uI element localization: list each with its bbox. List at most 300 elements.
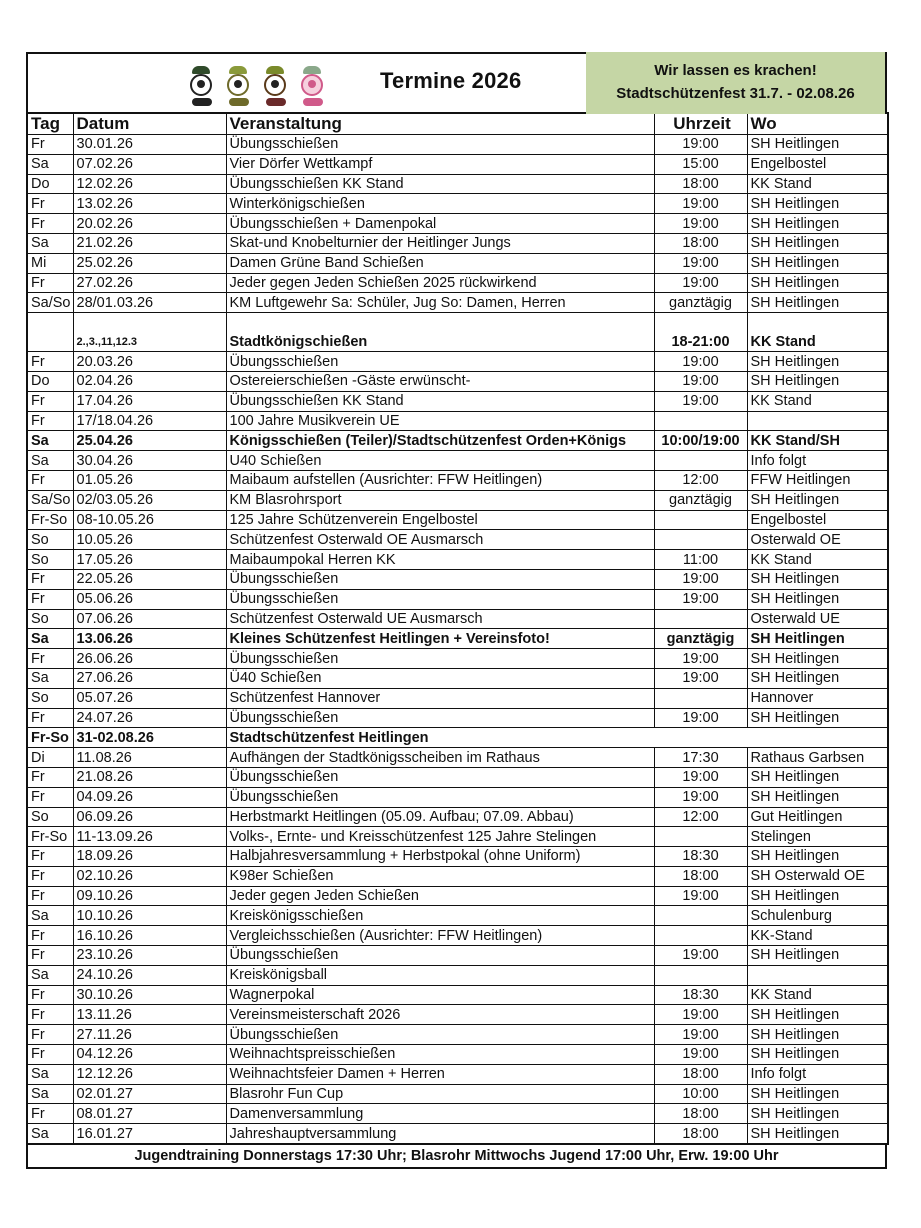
cell-wo: Rathaus Garbsen [747, 748, 888, 768]
cell-uhrzeit: 19:00 [654, 253, 747, 273]
cell-veranstaltung: Ostereierschießen -Gäste erwünscht- [226, 371, 654, 391]
col-header-wo: Wo [747, 113, 888, 135]
table-row [27, 411, 888, 431]
cell-datum: 05.07.26 [73, 688, 226, 708]
cell-tag: Fr [27, 1025, 73, 1045]
cell-wo: SH Osterwald OE [747, 866, 888, 886]
cell-uhrzeit: 18:00 [654, 1104, 747, 1124]
cell-wo: SH Heitlingen [747, 629, 888, 649]
table-row [27, 293, 888, 313]
cell-uhrzeit: 12:00 [654, 470, 747, 490]
cell-veranstaltung: Kleines Schützenfest Heitlingen + Vereinsfoto! [226, 629, 654, 649]
cell-datum: 17/18.04.26 [73, 411, 226, 431]
cell-veranstaltung: Schützenfest Osterwald OE Ausmarsch [226, 530, 654, 550]
cell-datum: 17.05.26 [73, 550, 226, 570]
table-row [27, 609, 888, 629]
cell-datum: 02.04.26 [73, 371, 226, 391]
cell-uhrzeit [654, 965, 747, 985]
cell-veranstaltung: Vereinsmeisterschaft 2026 [226, 1005, 654, 1025]
cell-veranstaltung: Übungsschießen [226, 135, 654, 155]
cell-uhrzeit: 19:00 [654, 1025, 747, 1045]
mascot-olive-icon [223, 66, 256, 106]
cell-uhrzeit: 19:00 [654, 135, 747, 155]
page-title: Termine 2026 [380, 68, 522, 93]
cell-wo: KK Stand [747, 550, 888, 570]
col-header-tag: Tag [27, 113, 73, 135]
table-row [27, 233, 888, 253]
cell-tag: So [27, 550, 73, 570]
cell-uhrzeit: 19:00 [654, 569, 747, 589]
cell-tag: So [27, 688, 73, 708]
cell-datum: 25.04.26 [73, 431, 226, 451]
cell-uhrzeit: ganztägig [654, 490, 747, 510]
table-row [27, 569, 888, 589]
cell-wo: SH Heitlingen [747, 569, 888, 589]
cell-datum: 25.02.26 [73, 253, 226, 273]
cell-wo: SH Heitlingen [747, 1104, 888, 1124]
table-row [27, 748, 888, 768]
cell-uhrzeit: 11:00 [654, 550, 747, 570]
table-row [27, 490, 888, 510]
cell-datum: 30.04.26 [73, 451, 226, 471]
cell-uhrzeit: 19:00 [654, 371, 747, 391]
cell-tag: Sa [27, 906, 73, 926]
table-row [27, 550, 888, 570]
cell-uhrzeit: 19:00 [654, 767, 747, 787]
cell-uhrzeit: 18:00 [654, 1124, 747, 1144]
cell-veranstaltung: Damenversammlung [226, 1104, 654, 1124]
cell-uhrzeit [654, 827, 747, 847]
cell-veranstaltung: Weihnachtspreisschießen [226, 1045, 654, 1065]
cell-wo: SH Heitlingen [747, 767, 888, 787]
cell-datum: 27.02.26 [73, 273, 226, 293]
cell-tag: Fr [27, 470, 73, 490]
cell-uhrzeit [654, 510, 747, 530]
cell-veranstaltung: Blasrohr Fun Cup [226, 1084, 654, 1104]
schedule-header [26, 52, 887, 112]
table-row [27, 174, 888, 194]
cell-veranstaltung: 125 Jahre Schützenverein Engelbostel [226, 510, 654, 530]
cell-datum: 08.01.27 [73, 1104, 226, 1124]
table-row [27, 391, 888, 411]
table-row [27, 629, 888, 649]
table-row [27, 253, 888, 273]
table-row [27, 154, 888, 174]
cell-tag: Fr [27, 946, 73, 966]
cell-veranstaltung: Schützenfest Osterwald UE Ausmarsch [226, 609, 654, 629]
cell-tag: Fr [27, 847, 73, 867]
cell-tag: Fr [27, 411, 73, 431]
cell-veranstaltung: Volks-, Ernte- und Kreisschützenfest 125 Jahre Stelingen [226, 827, 654, 847]
cell-veranstaltung: Übungsschießen [226, 1025, 654, 1045]
cell-wo: KK-Stand [747, 926, 888, 946]
cell-tag: Sa [27, 233, 73, 253]
table-row [27, 767, 888, 787]
table-row [27, 352, 888, 372]
cell-tag: Fr [27, 589, 73, 609]
cell-wo: SH Heitlingen [747, 1005, 888, 1025]
cell-wo: SH Heitlingen [747, 847, 888, 867]
cell-tag: Fr [27, 649, 73, 669]
cell-wo [747, 965, 888, 985]
cell-veranstaltung: Übungsschießen [226, 569, 654, 589]
cell-datum: 04.12.26 [73, 1045, 226, 1065]
table-row [27, 807, 888, 827]
cell-datum: 07.02.26 [73, 154, 226, 174]
cell-veranstaltung: Skat-und Knobelturnier der Heitlinger Jungs [226, 233, 654, 253]
mascot-dark-green-icon [186, 66, 219, 106]
table-row [27, 371, 888, 391]
cell-veranstaltung: Kreiskönigsschießen [226, 906, 654, 926]
cell-datum: 21.02.26 [73, 233, 226, 253]
cell-tag: Sa [27, 1124, 73, 1144]
cell-uhrzeit [654, 411, 747, 431]
cell-datum: 04.09.26 [73, 787, 226, 807]
col-header-veranstaltung: Veranstaltung [226, 113, 654, 135]
cell-tag: Fr [27, 194, 73, 214]
cell-datum: 11.08.26 [73, 748, 226, 768]
table-row [27, 1124, 888, 1144]
cell-veranstaltung: Kreiskönigsball [226, 965, 654, 985]
mascot-pink-icon [297, 66, 330, 106]
cell-veranstaltung: Jeder gegen Jeden Schießen [226, 886, 654, 906]
cell-tag: Di [27, 748, 73, 768]
cell-veranstaltung: Stadtschützenfest Heitlingen [226, 728, 888, 748]
cell-datum: 05.06.26 [73, 589, 226, 609]
events-table [26, 112, 889, 1145]
cell-wo: SH Heitlingen [747, 946, 888, 966]
cell-veranstaltung: Vergleichsschießen (Ausrichter: FFW Heitlingen) [226, 926, 654, 946]
cell-tag: Fr [27, 985, 73, 1005]
cell-tag: Sa [27, 1084, 73, 1104]
table-row [27, 1104, 888, 1124]
cell-wo: SH Heitlingen [747, 1084, 888, 1104]
table-row [27, 273, 888, 293]
cell-wo: Osterwald OE [747, 530, 888, 550]
cell-wo: SH Heitlingen [747, 708, 888, 728]
table-row [27, 431, 888, 451]
cell-wo: SH Heitlingen [747, 1025, 888, 1045]
cell-veranstaltung: Maibaumpokal Herren KK [226, 550, 654, 570]
cell-veranstaltung: Damen Grüne Band Schießen [226, 253, 654, 273]
cell-uhrzeit: 19:00 [654, 214, 747, 234]
cell-wo: SH Heitlingen [747, 233, 888, 253]
table-row [27, 787, 888, 807]
cell-wo: SH Heitlingen [747, 253, 888, 273]
table-row [27, 946, 888, 966]
cell-wo: SH Heitlingen [747, 214, 888, 234]
cell-uhrzeit: 10:00 [654, 1084, 747, 1104]
cell-uhrzeit: 19:00 [654, 708, 747, 728]
cell-uhrzeit [654, 609, 747, 629]
cell-uhrzeit: 19:00 [654, 391, 747, 411]
table-row [27, 470, 888, 490]
cell-tag: Fr [27, 391, 73, 411]
cell-veranstaltung: Königsschießen (Teiler)/Stadtschützenfest Orden+Königs [226, 431, 654, 451]
cell-wo: SH Heitlingen [747, 886, 888, 906]
cell-wo: Stelingen [747, 827, 888, 847]
cell-tag: Fr [27, 273, 73, 293]
col-header-datum: Datum [73, 113, 226, 135]
cell-datum: 02.10.26 [73, 866, 226, 886]
cell-veranstaltung: Jeder gegen Jeden Schießen 2025 rückwirkend [226, 273, 654, 293]
table-row [27, 135, 888, 155]
cell-wo: SH Heitlingen [747, 194, 888, 214]
mascot-group [186, 62, 336, 106]
cell-tag: Fr [27, 352, 73, 372]
cell-datum: 16.01.27 [73, 1124, 226, 1144]
cell-datum: 24.10.26 [73, 965, 226, 985]
cell-wo: KK Stand [747, 391, 888, 411]
table-header-row [27, 113, 888, 135]
cell-veranstaltung: Halbjahresversammlung + Herbstpokal (ohne Uniform) [226, 847, 654, 867]
cell-tag: Fr [27, 787, 73, 807]
cell-veranstaltung: KM Luftgewehr Sa: Schüler, Jug So: Damen, Herren [226, 293, 654, 313]
cell-tag: Fr [27, 866, 73, 886]
table-row [27, 649, 888, 669]
banner-line-1: Wir lassen es krachen! [654, 62, 817, 79]
table-row [27, 708, 888, 728]
col-header-uhrzeit: Uhrzeit [654, 113, 747, 135]
cell-veranstaltung: KM Blasrohrsport [226, 490, 654, 510]
cell-datum: 16.10.26 [73, 926, 226, 946]
cell-tag: Fr [27, 708, 73, 728]
cell-veranstaltung: U40 Schießen [226, 451, 654, 471]
cell-uhrzeit: 18:00 [654, 233, 747, 253]
cell-datum: 21.08.26 [73, 767, 226, 787]
cell-wo: SH Heitlingen [747, 371, 888, 391]
cell-datum: 28/01.03.26 [73, 293, 226, 313]
table-row [27, 1045, 888, 1065]
cell-tag: Fr [27, 135, 73, 155]
cell-uhrzeit: 19:00 [654, 589, 747, 609]
cell-uhrzeit: 17:30 [654, 748, 747, 768]
mascot-brown-icon [260, 66, 293, 106]
cell-datum: 27.11.26 [73, 1025, 226, 1045]
table-row [27, 926, 888, 946]
banner-line-2: Stadtschützenfest 31.7. - 02.08.26 [616, 85, 855, 102]
cell-veranstaltung: Aufhängen der Stadtkönigsscheiben im Rathaus [226, 748, 654, 768]
cell-uhrzeit: 12:00 [654, 807, 747, 827]
cell-datum: 13.02.26 [73, 194, 226, 214]
cell-veranstaltung: Weihnachtsfeier Damen + Herren [226, 1064, 654, 1084]
cell-wo: Engelbostel [747, 510, 888, 530]
cell-uhrzeit [654, 451, 747, 471]
cell-tag: Sa [27, 451, 73, 471]
cell-wo: SH Heitlingen [747, 352, 888, 372]
cell-uhrzeit [654, 688, 747, 708]
table-row [27, 510, 888, 530]
cell-datum: 17.04.26 [73, 391, 226, 411]
cell-uhrzeit: 18:00 [654, 1064, 747, 1084]
cell-veranstaltung: Herbstmarkt Heitlingen (05.09. Aufbau; 07.09. Abbau) [226, 807, 654, 827]
cell-uhrzeit: 19:00 [654, 668, 747, 688]
cell-tag: Sa [27, 668, 73, 688]
cell-veranstaltung: Ü40 Schießen [226, 668, 654, 688]
cell-veranstaltung: Übungsschießen [226, 649, 654, 669]
cell-tag: Do [27, 174, 73, 194]
cell-veranstaltung: 100 Jahre Musikverein UE [226, 411, 654, 431]
cell-tag: Sa [27, 965, 73, 985]
table-row [27, 530, 888, 550]
table-body [27, 135, 888, 1145]
table-row [27, 194, 888, 214]
cell-wo: SH Heitlingen [747, 589, 888, 609]
cell-uhrzeit: 10:00/19:00 [654, 431, 747, 451]
cell-uhrzeit: 19:00 [654, 886, 747, 906]
cell-datum: 13.06.26 [73, 629, 226, 649]
cell-tag: Fr-So [27, 728, 73, 748]
cell-tag: Do [27, 371, 73, 391]
training-footer: Jugendtraining Donnerstags 17:30 Uhr; Blasrohr Mittwochs Jugend 17:00 Uhr, Erw. 19:00 Uhr [26, 1145, 887, 1169]
cell-uhrzeit [654, 906, 747, 926]
cell-veranstaltung: Stadtkönigschießen [226, 313, 654, 352]
cell-wo: SH Heitlingen [747, 293, 888, 313]
table-row [27, 886, 888, 906]
cell-wo: Gut Heitlingen [747, 807, 888, 827]
cell-tag: Mi [27, 253, 73, 273]
festival-banner [586, 52, 885, 114]
cell-tag: So [27, 807, 73, 827]
cell-datum: 13.11.26 [73, 1005, 226, 1025]
cell-tag: So [27, 530, 73, 550]
cell-datum: 11-13.09.26 [73, 827, 226, 847]
cell-datum: 27.06.26 [73, 668, 226, 688]
cell-datum: 23.10.26 [73, 946, 226, 966]
cell-tag: Sa [27, 629, 73, 649]
cell-uhrzeit: 19:00 [654, 352, 747, 372]
cell-wo: KK Stand [747, 313, 888, 352]
cell-wo [747, 411, 888, 431]
cell-wo: SH Heitlingen [747, 1124, 888, 1144]
cell-datum: 30.10.26 [73, 985, 226, 1005]
cell-veranstaltung: Übungsschießen [226, 946, 654, 966]
cell-datum: 06.09.26 [73, 807, 226, 827]
table-row [27, 827, 888, 847]
cell-veranstaltung: Übungsschießen [226, 787, 654, 807]
table-row [27, 1025, 888, 1045]
cell-tag: Fr-So [27, 510, 73, 530]
table-row [27, 451, 888, 471]
cell-datum: 20.03.26 [73, 352, 226, 372]
cell-veranstaltung: Jahreshauptversammlung [226, 1124, 654, 1144]
table-row [27, 214, 888, 234]
cell-veranstaltung: Schützenfest Hannover [226, 688, 654, 708]
cell-tag: Fr [27, 767, 73, 787]
cell-datum: 2.,3.,11,12.3 [73, 313, 226, 352]
cell-tag: Fr-So [27, 827, 73, 847]
cell-tag: Fr [27, 886, 73, 906]
cell-datum: 02.01.27 [73, 1084, 226, 1104]
cell-wo: Schulenburg [747, 906, 888, 926]
schedule-sheet [26, 52, 887, 1169]
cell-veranstaltung: K98er Schießen [226, 866, 654, 886]
cell-datum: 30.01.26 [73, 135, 226, 155]
cell-uhrzeit [654, 926, 747, 946]
cell-wo: SH Heitlingen [747, 787, 888, 807]
cell-datum: 02/03.05.26 [73, 490, 226, 510]
cell-wo: Info folgt [747, 1064, 888, 1084]
cell-wo: SH Heitlingen [747, 273, 888, 293]
cell-datum: 10.10.26 [73, 906, 226, 926]
table-row [27, 906, 888, 926]
table-row [27, 866, 888, 886]
cell-wo: SH Heitlingen [747, 490, 888, 510]
cell-uhrzeit: 19:00 [654, 273, 747, 293]
cell-uhrzeit: 19:00 [654, 194, 747, 214]
table-row [27, 1064, 888, 1084]
cell-uhrzeit: 19:00 [654, 946, 747, 966]
cell-uhrzeit: 18-21:00 [654, 313, 747, 352]
table-row [27, 688, 888, 708]
cell-uhrzeit: 18:00 [654, 866, 747, 886]
cell-uhrzeit: 18:30 [654, 847, 747, 867]
cell-wo: SH Heitlingen [747, 668, 888, 688]
cell-uhrzeit: 19:00 [654, 1045, 747, 1065]
cell-uhrzeit: 18:30 [654, 985, 747, 1005]
table-row [27, 985, 888, 1005]
cell-tag: Sa [27, 1064, 73, 1084]
cell-datum: 12.02.26 [73, 174, 226, 194]
cell-veranstaltung: Übungsschießen [226, 708, 654, 728]
cell-wo: Osterwald UE [747, 609, 888, 629]
cell-datum: 26.06.26 [73, 649, 226, 669]
cell-datum: 31-02.08.26 [73, 728, 226, 748]
cell-datum: 09.10.26 [73, 886, 226, 906]
table-row [27, 965, 888, 985]
title-area [28, 54, 586, 112]
cell-veranstaltung: Übungsschießen KK Stand [226, 174, 654, 194]
cell-datum: 10.05.26 [73, 530, 226, 550]
cell-wo: Info folgt [747, 451, 888, 471]
cell-datum: 22.05.26 [73, 569, 226, 589]
cell-wo: Engelbostel [747, 154, 888, 174]
cell-veranstaltung: Übungsschießen + Damenpokal [226, 214, 654, 234]
cell-tag: Fr [27, 214, 73, 234]
cell-uhrzeit: 19:00 [654, 1005, 747, 1025]
cell-veranstaltung: Übungsschießen KK Stand [226, 391, 654, 411]
cell-wo: KK Stand [747, 174, 888, 194]
cell-tag: Sa [27, 154, 73, 174]
cell-tag: Fr [27, 926, 73, 946]
cell-uhrzeit: ganztägig [654, 629, 747, 649]
cell-tag: Sa/So [27, 293, 73, 313]
cell-tag: Fr [27, 1005, 73, 1025]
cell-datum: 01.05.26 [73, 470, 226, 490]
cell-veranstaltung: Maibaum aufstellen (Ausrichter: FFW Heitlingen) [226, 470, 654, 490]
cell-tag: Sa [27, 431, 73, 451]
cell-tag: Fr [27, 1045, 73, 1065]
table-row [27, 589, 888, 609]
cell-uhrzeit [654, 530, 747, 550]
cell-tag: Fr [27, 569, 73, 589]
cell-wo: SH Heitlingen [747, 649, 888, 669]
cell-uhrzeit: 19:00 [654, 649, 747, 669]
cell-uhrzeit: 19:00 [654, 787, 747, 807]
cell-veranstaltung: Übungsschießen [226, 589, 654, 609]
cell-wo: SH Heitlingen [747, 135, 888, 155]
cell-veranstaltung: Übungsschießen [226, 767, 654, 787]
table-row [27, 1005, 888, 1025]
cell-datum: 24.07.26 [73, 708, 226, 728]
table-row [27, 668, 888, 688]
cell-veranstaltung: Übungsschießen [226, 352, 654, 372]
cell-veranstaltung: Winterkönigschießen [226, 194, 654, 214]
cell-tag: So [27, 609, 73, 629]
cell-wo: FFW Heitlingen [747, 470, 888, 490]
cell-tag: Fr [27, 1104, 73, 1124]
table-row [27, 1084, 888, 1104]
